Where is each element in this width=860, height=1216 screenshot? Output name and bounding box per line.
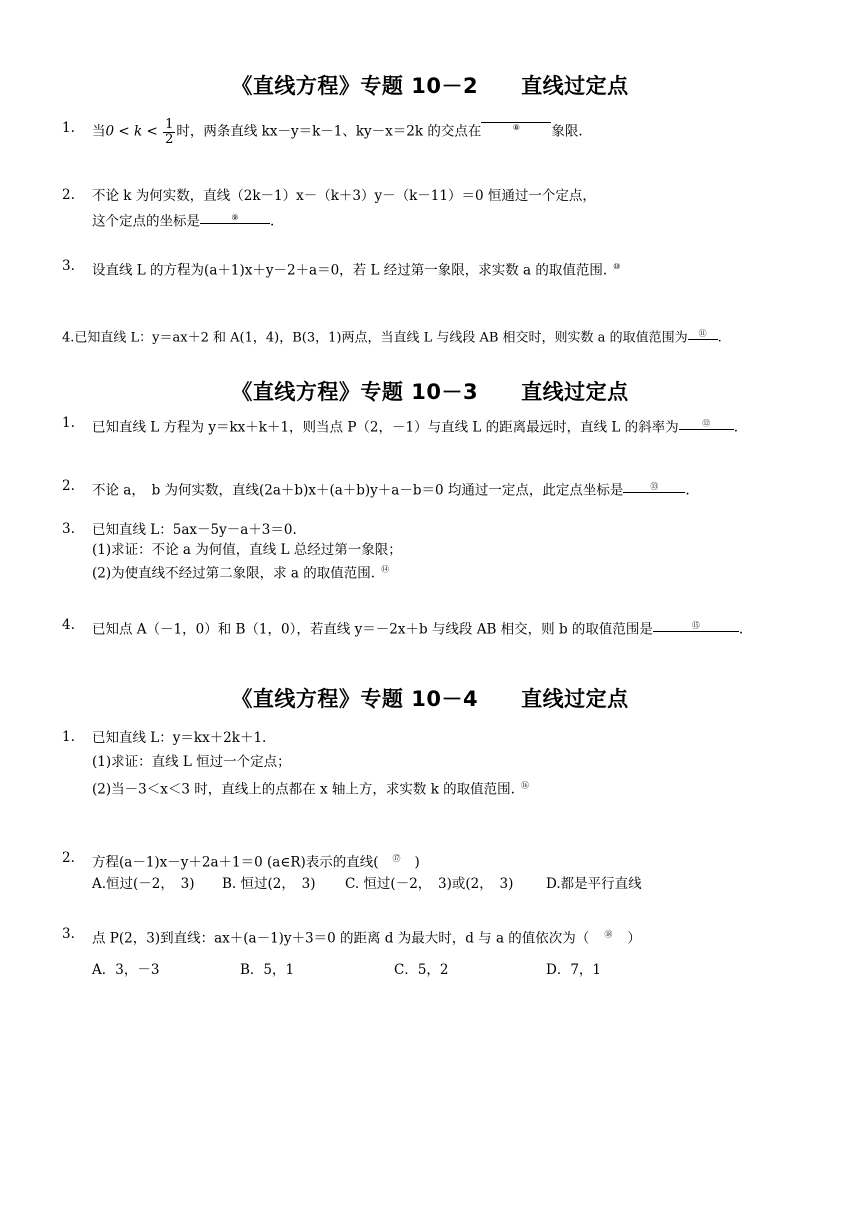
problem-text [92, 415, 738, 437]
problem-subpart: (1)求证：不论 a 为何值，直线 L 总经过第一象限； [92, 542, 402, 558]
problem-text-post: . [733, 419, 738, 436]
answer-blank[interactable] [653, 617, 739, 632]
answer-blank[interactable] [623, 478, 685, 493]
problem-text-line2 [92, 209, 274, 231]
problem-number: 2. [62, 478, 75, 494]
problem-text: 不论 k 为何实数，直线（2k－1）x－（k＋3）y－（k－11）＝0 恒通过一个定点， [92, 188, 596, 204]
footnote-marker: ⑫ [702, 419, 711, 428]
choice-c[interactable]: C．5，2 [394, 962, 449, 978]
problem-text-pre: 当 [92, 123, 106, 140]
problem-text-part: 设直线 L 的方程为(a＋1)x＋y－2＋a＝0，若 L 经过第一象限，求实数 a 的取值范围. [92, 262, 608, 279]
fraction-numerator: 1 [165, 116, 174, 132]
answer-slot[interactable] [589, 926, 627, 948]
math-ineq-mid: < [142, 123, 163, 140]
problem-text [92, 926, 641, 948]
problem-number: 3. [62, 521, 75, 537]
problem-subpart [92, 777, 529, 799]
section-title: 《直线方程》专题 10－3 直线过定点 [231, 380, 629, 404]
problem-text-part: 不论 a， b 为何实数，直线(2a＋b)x＋(a＋b)y＋a－b＝0 均通过一定点，此定点坐标是 [92, 482, 624, 499]
choice-b[interactable]: B. 恒过(2， 3) [222, 876, 316, 892]
section-title: 《直线方程》专题 10－4 直线过定点 [231, 687, 629, 711]
fraction-denominator: 2 [165, 131, 174, 147]
footnote-marker: ⑩ [613, 262, 621, 271]
problem-text-part: 已知直线 L：y＝ax＋2 和 A(1，4)，B(3，1)两点，当直线 L 与线段 AB 相交时，则实数 a 的取值范围为 [74, 330, 688, 346]
problem-text [92, 258, 620, 280]
answer-slot[interactable] [379, 850, 415, 872]
problem-subpart: (1)求证：直线 L 恒过一个定点； [92, 754, 291, 770]
problem-text-post: 象限. [551, 123, 583, 140]
choice-a[interactable]: A．3，－3 [92, 962, 160, 978]
fraction [163, 118, 175, 147]
answer-blank[interactable] [481, 108, 551, 132]
problem-text-part: (2)当－3＜x＜3 时，直线上的点都在 x 轴上方，求实数 k 的取值范围. [92, 781, 515, 798]
problem-number: 3. [62, 258, 75, 274]
problem-text-post: ) [414, 854, 420, 871]
footnote-marker: ⑮ [691, 621, 700, 630]
footnote-marker: ⑰ [392, 854, 401, 863]
choice-b[interactable]: B．5，1 [240, 962, 295, 978]
problem-text-part: (2)为使直线不经过第二象限，求 a 的取值范围. [92, 565, 376, 582]
choice-d[interactable]: D．7，1 [546, 962, 602, 978]
problem-text [92, 108, 583, 152]
problem-text-post: . [685, 482, 690, 499]
footnote-marker: ⑬ [650, 482, 659, 491]
answer-blank[interactable] [200, 209, 270, 224]
answer-blank[interactable] [688, 325, 718, 340]
footnote-marker: ⑪ [698, 329, 707, 338]
footnote-marker: ⑯ [520, 781, 529, 790]
choice-d[interactable]: D.都是平行直线 [546, 876, 642, 892]
problem-subpart [92, 561, 389, 583]
problem-text-part: 点 P(2，3)到直线：ax＋(a－1)y＋3＝0 的距离 d 为最大时，d 与 a 的值依次为（ [92, 930, 590, 947]
problem-text-mid: 时，两条直线 kx－y＝k－1、ky－x＝2k 的交点在 [176, 123, 482, 140]
choice-a[interactable]: A.恒过(－2， 3) [92, 876, 195, 892]
problem-number: 3. [62, 926, 75, 942]
math-var: k [133, 123, 143, 140]
problem-number: 1. [62, 415, 75, 431]
problem-number: 4. [62, 330, 75, 346]
answer-blank[interactable] [679, 415, 734, 430]
problem-text [92, 478, 690, 500]
problem-number: 2. [62, 850, 75, 866]
problem-text-part: 已知直线 L 方程为 y＝kx＋k＋1，则当点 P（2，－1）与直线 L 的距离最远时，直线 L 的斜率为 [92, 419, 679, 436]
problem-text-part: 方程(a－1)x－y＋2a＋1＝0 (a∈R)表示的直线( [92, 854, 379, 871]
math-ineq-left: 0 < [105, 123, 134, 140]
problem-text-part: 已知点 A（－1，0）和 B（1，0），若直线 y＝－2x＋b 与线段 AB 相交，则 b 的取值范围是 [92, 621, 653, 638]
footnote-marker: ⑨ [231, 213, 239, 222]
footnote-marker: ⑧ [512, 123, 520, 132]
problem-text-part: 这个定点的坐标是 [92, 213, 200, 230]
problem-number: 2. [62, 187, 75, 203]
problem-number: 4. [62, 617, 75, 633]
problem-text-post: . [738, 621, 744, 638]
choice-c[interactable]: C. 恒过(－2， 3)或(2， 3) [345, 876, 514, 892]
problem-text [62, 325, 722, 347]
problem-text [92, 617, 743, 639]
problem-number: 1. [62, 120, 75, 136]
problem-text-post: . [270, 213, 275, 230]
problem-text: 已知直线 L：5ax－5y－a＋3＝0. [92, 522, 297, 538]
problem-number: 1. [62, 729, 75, 745]
problem-text-post: ） [627, 930, 641, 947]
problem-text: 已知直线 L：y＝kx＋2k＋1. [92, 730, 267, 746]
footnote-marker: ⑭ [381, 565, 390, 574]
section-title: 《直线方程》专题 10－2 直线过定点 [231, 74, 629, 98]
problem-text-post: . [717, 330, 722, 346]
footnote-marker: ⑱ [604, 930, 613, 939]
problem-text [92, 850, 420, 872]
